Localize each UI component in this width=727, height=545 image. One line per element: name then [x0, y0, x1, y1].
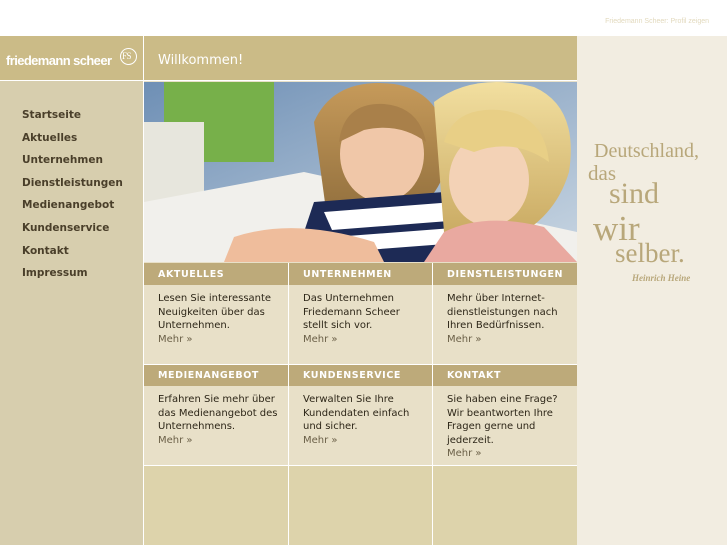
nav-item-startseite[interactable]: Startseite [22, 109, 81, 121]
quote-line: selber. [615, 238, 685, 268]
main-nav [22, 103, 123, 284]
teaser-title: UNTERNEHMEN [303, 269, 392, 280]
teaser-text: Verwalten Sie Ihre Kundendaten einfach und sicher. [303, 394, 410, 433]
quote-line: wir [593, 209, 640, 248]
quote-line: sind [609, 177, 660, 210]
nav-item-kontakt[interactable]: Kontakt [22, 244, 69, 257]
teaser-unternehmen [289, 263, 433, 364]
teaser-text: Lesen Sie interessante Neuigkeiten über das Unternehmen. [158, 293, 272, 332]
teaser-title: KONTAKT [447, 370, 502, 381]
profile-link[interactable]: Friedemann Scheer: Profil zeigen [605, 18, 709, 25]
logo[interactable] [0, 36, 143, 81]
heine-quote [577, 36, 727, 336]
teaser-title: MEDIENANGEBOT [158, 370, 259, 381]
logo-badge-icon: FS [120, 48, 137, 65]
teaser-title: AKTUELLES [158, 269, 225, 280]
teaser-medienangebot [144, 364, 288, 465]
teaser-kontakt [433, 364, 577, 465]
divider [144, 465, 577, 466]
teaser-title: KUNDENSERVICE [303, 370, 401, 381]
nav-item-medienangebot[interactable]: Medienangebot [22, 199, 115, 212]
more-link[interactable]: Mehr » [303, 434, 338, 446]
teaser-text: Das Unternehmen Friedemann Scheer stellt sich vor. [303, 293, 400, 332]
nav-item-kundenservice[interactable]: Kundenservice [22, 221, 110, 234]
hero-photo-children-icon [144, 82, 577, 262]
quote-author: Heinrich Heine [632, 273, 691, 283]
more-link[interactable]: Mehr » [158, 333, 193, 345]
sidebar [0, 36, 143, 545]
logo-text: friedemann scheer [6, 53, 112, 68]
more-link[interactable]: Mehr » [158, 434, 193, 446]
divider [432, 263, 433, 545]
empty-row [144, 466, 577, 545]
teaser-dienstleistungen [433, 263, 577, 364]
teaser-text: Mehr über Internet-dienstleistungen nach Ihren Bedürfnissen. [447, 293, 558, 332]
teaser-text: Sie haben eine Frage? Wir beantworten Ihre Fragen gerne und jederzeit. [447, 394, 558, 446]
hero-image [144, 82, 577, 262]
more-link[interactable]: Mehr » [447, 333, 482, 345]
divider [288, 263, 289, 545]
more-link[interactable]: Mehr » [447, 448, 482, 460]
divider [144, 364, 577, 365]
nav-item-dienstleistungen[interactable]: Dienstleistungen [22, 176, 123, 189]
teaser-title: DIENSTLEISTUNGEN [447, 269, 564, 280]
quote-line: das [588, 161, 616, 185]
teaser-kundenservice [289, 364, 433, 465]
quote-line: Deutschland, [594, 140, 699, 162]
nav-item-aktuelles[interactable]: Aktuelles [22, 131, 78, 144]
nav-item-unternehmen[interactable]: Unternehmen [22, 154, 103, 167]
nav-item-impressum[interactable]: Impressum [22, 267, 88, 280]
main-content [144, 36, 577, 545]
teaser-text: Erfahren Sie mehr über das Medienangebot des Unternehmens. [158, 394, 278, 433]
quote-panel [577, 36, 727, 545]
more-link[interactable]: Mehr » [303, 333, 338, 345]
page-header [144, 36, 577, 81]
top-bar [0, 0, 727, 36]
teaser-aktuelles [144, 263, 288, 364]
page-title: Willkommen! [158, 53, 244, 68]
